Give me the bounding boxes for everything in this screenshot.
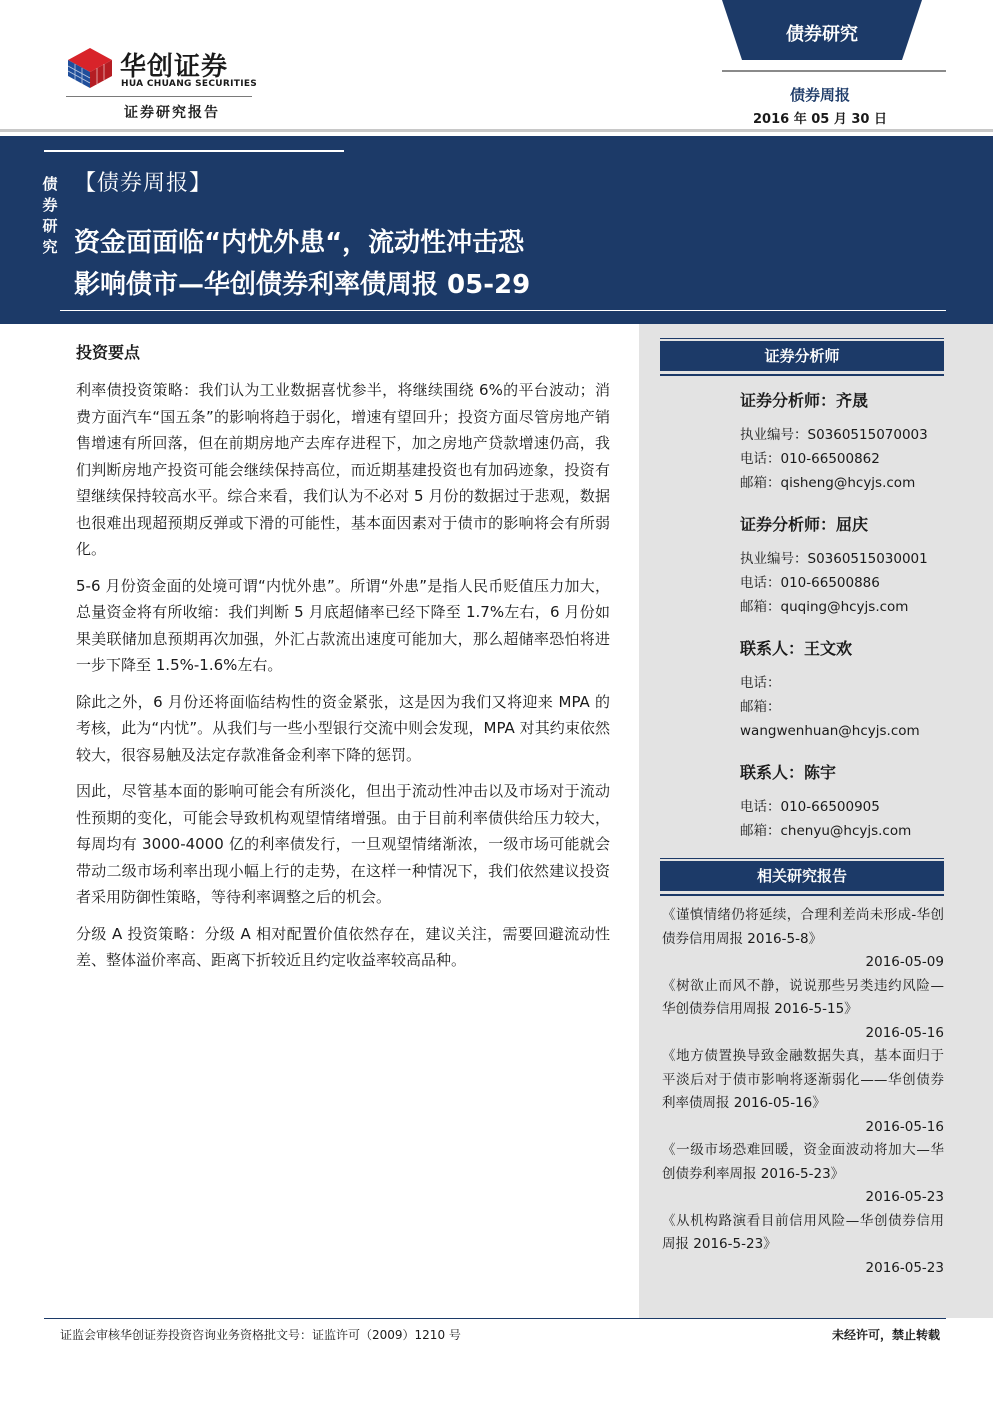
related-report-title[interactable]: 《从机构路演看目前信用风险—华创债券信用周报 2016-5-23》 <box>662 1212 944 1252</box>
banner-tag: 【债券周报】 <box>74 171 213 196</box>
analyst-header-rule <box>660 338 944 339</box>
report-date: 2016 年 05 月 30 日 <box>753 112 887 127</box>
paragraph-conclusion: 因此，尽管基本面的影响可能会有所淡化，但出于流动性冲击以及市场对于流动性预期的变化，可能会导致机构观望情绪增强。由于目前利率债供给压力较大，每周均有 3000-4000 亿的利率债发行，一旦观望情绪渐浓，一级市场可能就会带动二级市场利率出现小幅上行的走势，在这样一种情况下，我们依然建议投资者采用防御性策略，等待利率调整之后的机会。 <box>76 782 610 906</box>
contact-phone: 电话：010-66500905 <box>740 799 880 815</box>
category-tag-text: 债券研究 <box>786 24 858 45</box>
banner-side-label: 债券研究 <box>42 175 58 256</box>
contact-email-label: 邮箱： <box>740 699 781 715</box>
footer-divider <box>44 1318 946 1319</box>
analyst-email: 邮箱：quqing@hcyjs.com <box>740 599 909 615</box>
report-type-label: 证券研究报告 <box>124 105 220 121</box>
header-divider <box>722 70 946 72</box>
analyst-name: 证券分析师：屈庆 <box>740 515 869 534</box>
report-title-line1: 资金面面临“内忧外患“，流动性冲击恐 <box>74 228 525 258</box>
analyst-phone: 电话：010-66500862 <box>740 451 880 467</box>
contact-card <box>740 760 950 843</box>
related-header-underline <box>660 894 944 896</box>
section-heading: 投资要点 <box>76 343 141 362</box>
report-title-line2: 影响债市—华创债券利率债周报 05-29 <box>74 270 531 300</box>
logo-english-name: HUA CHUANG SECURITIES <box>121 79 258 89</box>
related-report-date: 2016-05-16 <box>865 1024 944 1041</box>
related-reports-list <box>662 904 944 1280</box>
contact-phone: 电话： <box>740 675 781 691</box>
analyst-name: 证券分析师：齐晟 <box>740 391 869 410</box>
contact-name: 联系人：王文欢 <box>740 639 853 658</box>
analyst-license: 执业编号：S0360515030001 <box>740 551 928 567</box>
report-series: 债券周报 <box>789 86 850 104</box>
related-report-date: 2016-05-23 <box>865 1259 944 1276</box>
company-logo <box>66 46 256 94</box>
contact-card <box>740 636 950 743</box>
contact-email: wangwenhuan@hcyjs.com <box>740 723 920 739</box>
category-tag <box>722 0 922 60</box>
contact-name: 联系人：陈宇 <box>740 763 837 782</box>
contact-email: 邮箱：chenyu@hcyjs.com <box>740 823 912 839</box>
related-report-item[interactable] <box>662 904 944 975</box>
related-report-date: 2016-05-09 <box>865 954 944 970</box>
banner-top-line <box>44 150 344 152</box>
paragraph-graded-a: 分级 A 投资策略：分级 A 相对配置价值依然存在，建议关注，需要回避流动性差、整体溢价率高、距离下折较近且约定收益率较高品种。 <box>76 924 610 969</box>
report-title <box>74 222 654 306</box>
analyst-license: 执业编号：S0360515070003 <box>740 427 928 443</box>
logo-divider <box>66 96 252 97</box>
related-report-title[interactable]: 《谨慎情绪仍将延续，合理利差尚未形成-华创债券信用周报 2016-5-8》 <box>662 907 944 947</box>
related-report-item[interactable] <box>662 975 944 1046</box>
main-content <box>76 340 610 984</box>
related-report-title[interactable]: 《地方债置换导致金融数据失真，基本面归于平淡后对于债市影响将逐渐弱化——华创债券利率债周报 2016-05-16》 <box>662 1048 944 1111</box>
paragraph-funding: 5-6 月份资金面的处境可谓“内忧外患”。所谓“外患”是指人民币贬值压力加大，总量资金将有所收缩：我们判断 5 月底超储率已经下降至 1.7%左右，6 月份如果美联储加息预期再次加强，外汇占款流出速度可能加大，那么超储率恐怕将进一步下降至 1.5%-1.6%左右。 <box>76 576 610 674</box>
analyst-phone: 电话：010-66500886 <box>740 575 880 591</box>
related-report-item[interactable] <box>662 1210 944 1281</box>
banner-bottom-line <box>60 310 946 311</box>
related-reports-header: 相关研究报告 <box>660 861 944 891</box>
analyst-section-header: 证券分析师 <box>660 341 944 371</box>
related-report-date: 2016-05-23 <box>865 1189 944 1205</box>
related-report-item[interactable] <box>662 1139 944 1210</box>
analyst-card <box>740 512 950 619</box>
logo-cube-icon <box>66 46 114 90</box>
footer-license: 证监会审核华创证券投资咨询业务资格批文号：证监许可（2009）1210 号 <box>60 1328 461 1342</box>
related-header-rule <box>660 858 944 859</box>
page-divider <box>0 129 993 132</box>
analyst-email: 邮箱：qisheng@hcyjs.com <box>740 475 916 491</box>
footer-notice: 未经许可，禁止转载 <box>831 1328 940 1342</box>
paragraph-rate-strategy: 利率债投资策略：我们认为工业数据喜忧参半，将继续围绕 6%的平台波动；消费方面汽车“国五条”的影响将趋于弱化，增速有望回升；投资方面尽管房地产销售增速有所回落，但在前期房地产去库存进程下，加之房地产贷款增速仍高，我们判断房地产投资可能会继续保持高位，而近期基建投资也有加码迹象，投资有望继续保持较高水平。综合来看，我们认为不必对 5 月份的数据过于悲观，数据也很难出现超预期反弹或下滑的可能性，基本面因素对于债市的影响将会有所弱化。 <box>76 381 610 558</box>
related-report-title[interactable]: 《树欲止而风不静，说说那些另类违约风险—华创债券信用周报 2016-5-15》 <box>662 977 944 1017</box>
related-report-date: 2016-05-16 <box>865 1118 944 1135</box>
logo-chinese-name: 华创证券 <box>120 52 229 82</box>
analyst-header-underline <box>660 374 944 376</box>
related-report-item[interactable] <box>662 1045 944 1139</box>
paragraph-structural: 除此之外，6 月份还将面临结构性的资金紧张，这是因为我们又将迎来 MPA 的考核，此为“内忧”。从我们与一些小型银行交流中则会发现，MPA 对其约束依然较大，很容易触及法定存款准备金利率下降的惩罚。 <box>76 692 610 764</box>
related-report-title[interactable]: 《一级市场恐难回暖，资金面波动将加大—华创债券利率周报 2016-5-23》 <box>662 1142 944 1182</box>
analyst-card <box>740 388 950 495</box>
